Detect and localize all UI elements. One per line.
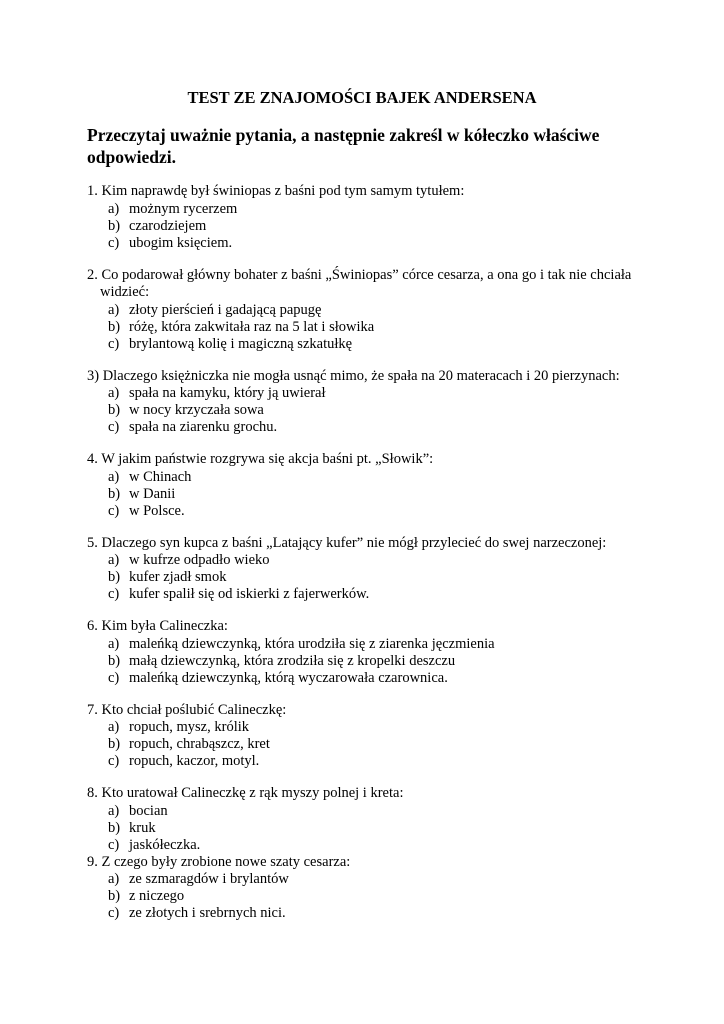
- answer-text: jaskółeczka.: [129, 836, 201, 853]
- answer-text: kufer zjadł smok: [129, 569, 227, 585]
- answer-option: [87, 736, 687, 753]
- answer-option: [87, 486, 687, 503]
- answer-letter: a): [108, 871, 120, 887]
- answer-list: [87, 719, 687, 770]
- answer-text: maleńką dziewczynką, która urodziła się z ziarenka jęczmienia: [129, 635, 495, 652]
- answer-letter: a): [108, 802, 120, 819]
- answer-option: [87, 419, 687, 436]
- answer-text: w nocy krzyczała sowa: [129, 402, 264, 418]
- answer-text: ze szmaragdów i brylantów: [129, 871, 289, 887]
- question-2: [87, 267, 687, 353]
- answer-option: [87, 302, 687, 319]
- answer-text: kufer spalił się od iskierki z fajerwerków.: [129, 586, 370, 602]
- answer-letter: a): [108, 301, 120, 318]
- question-text: 8. Kto uratował Calineczkę z rąk myszy polnej i kreta:: [87, 785, 404, 801]
- answer-option: [87, 653, 687, 670]
- answer-text: z niczego: [129, 888, 185, 904]
- question-7: [87, 702, 687, 771]
- answer-option: [87, 235, 687, 252]
- question-text: 5. Dlaczego syn kupca z baśni „Latający kufer” nie mógł przylecieć do swej narzeczonej:: [87, 534, 607, 551]
- question-1: [87, 183, 687, 252]
- answer-text: w Danii: [129, 485, 176, 502]
- question-text: 1. Kim naprawdę był świniopas z baśni pod tym samym tytułem:: [87, 183, 465, 199]
- question-6: [87, 618, 687, 687]
- answer-option: [87, 670, 687, 687]
- answer-option: [87, 803, 687, 820]
- answer-text: ropuch, kaczor, motyl.: [129, 753, 260, 769]
- answer-option: [87, 319, 687, 336]
- answer-text: ropuch, chrabąszcz, kret: [129, 736, 270, 752]
- answer-text: maleńką dziewczynką, którą wyczarowała czarownica.: [129, 669, 448, 686]
- answer-text: spała na ziarenku grochu.: [129, 419, 278, 435]
- answer-letter: b): [108, 736, 121, 752]
- answer-option: [87, 871, 687, 888]
- answer-text: bocian: [129, 802, 168, 819]
- answer-letter: a): [108, 552, 120, 568]
- question-text: 9. Z czego były zrobione nowe szaty cesarza:: [87, 853, 351, 870]
- answer-option: [87, 636, 687, 653]
- answer-text: w Chinach: [129, 468, 192, 485]
- answer-option: [87, 385, 687, 402]
- answer-text: kruk: [129, 819, 156, 836]
- answer-letter: b): [108, 819, 121, 836]
- answer-option: [87, 719, 687, 736]
- answer-list: [87, 552, 687, 603]
- answer-option: [87, 569, 687, 586]
- answer-text: brylantową kolię i magiczną szkatułkę: [129, 335, 353, 352]
- answer-letter: b): [108, 402, 121, 418]
- answer-text: małą dziewczynką, która zrodziła się z kropelki deszczu: [129, 652, 456, 669]
- answer-text: w kufrze odpadło wieko: [129, 552, 270, 568]
- answer-letter: c): [108, 234, 120, 251]
- answer-text: złoty pierścień i gadającą papugę: [129, 301, 322, 318]
- answer-option: [87, 503, 687, 520]
- question-text: 6. Kim była Calineczka:: [87, 618, 228, 634]
- page-title: TEST ZE ZNAJOMOŚCI BAJEK ANDERSENA: [187, 88, 537, 107]
- answer-option: [87, 888, 687, 905]
- answer-option: [87, 837, 687, 854]
- answer-text: możnym rycerzem: [129, 200, 238, 217]
- answer-letter: b): [108, 485, 121, 502]
- answer-letter: a): [108, 385, 120, 401]
- answer-option: [87, 820, 687, 837]
- answer-letter: b): [108, 888, 121, 904]
- answer-text: ubogim księciem.: [129, 234, 233, 251]
- answer-option: [87, 753, 687, 770]
- answer-list: [87, 302, 687, 353]
- answer-letter: b): [108, 652, 121, 669]
- question-8: [87, 785, 687, 854]
- answer-letter: a): [108, 468, 120, 485]
- answer-option: [87, 336, 687, 353]
- answer-list: [87, 385, 687, 436]
- answer-letter: c): [108, 502, 120, 519]
- answer-letter: c): [108, 586, 120, 602]
- question-9: [87, 854, 687, 923]
- question-text: 7. Kto chciał poślubić Calineczkę:: [87, 701, 287, 718]
- answer-list: [87, 201, 687, 252]
- answer-letter: b): [108, 318, 121, 335]
- answer-text: ropuch, mysz, królik: [129, 719, 250, 735]
- answer-letter: a): [108, 200, 120, 217]
- answer-option: [87, 552, 687, 569]
- answer-option: [87, 218, 687, 235]
- answer-text: spała na kamyku, który ją uwierał: [129, 385, 326, 401]
- answer-list: [87, 636, 687, 687]
- answer-text: ze złotych i srebrnych nici.: [129, 905, 286, 921]
- answer-letter: c): [108, 419, 120, 435]
- answer-option: [87, 201, 687, 218]
- answer-option: [87, 402, 687, 419]
- question-3: [87, 368, 687, 437]
- answer-letter: c): [108, 335, 120, 352]
- answer-letter: b): [108, 569, 121, 585]
- answer-list: [87, 469, 687, 520]
- question-list: [87, 183, 687, 937]
- answer-letter: c): [108, 669, 120, 686]
- answer-text: w Polsce.: [129, 502, 185, 519]
- question-text: 4. W jakim państwie rozgrywa się akcja baśni pt. „Słowik”:: [87, 451, 434, 467]
- question-text: 3) Dlaczego księżniczka nie mogła usnąć mimo, że spała na 20 materacach i 20 pierzynach:: [87, 367, 620, 384]
- question-text-continuation: widzieć:: [100, 284, 150, 300]
- question-4: [87, 451, 687, 520]
- answer-list: [87, 803, 687, 854]
- answer-option: [87, 469, 687, 486]
- answer-text: czarodziejem: [129, 217, 207, 234]
- answer-letter: b): [108, 217, 121, 234]
- answer-list: [87, 871, 687, 922]
- instruction-text: Przeczytaj uważnie pytania, a następnie zakreśl w kółeczko właściwe odpowiedzi.: [87, 125, 600, 167]
- answer-option: [87, 905, 687, 922]
- answer-letter: c): [108, 753, 120, 769]
- question-text: 2. Co podarował główny bohater z baśni „Świniopas” córce cesarza, a ona go i tak nie chciała: [87, 266, 632, 283]
- answer-letter: c): [108, 905, 120, 921]
- answer-letter: a): [108, 719, 120, 735]
- answer-letter: c): [108, 836, 120, 853]
- answer-text: różę, która zakwitała raz na 5 lat i słowika: [129, 318, 375, 335]
- question-5: [87, 535, 687, 604]
- answer-letter: a): [108, 635, 120, 652]
- answer-option: [87, 586, 687, 603]
